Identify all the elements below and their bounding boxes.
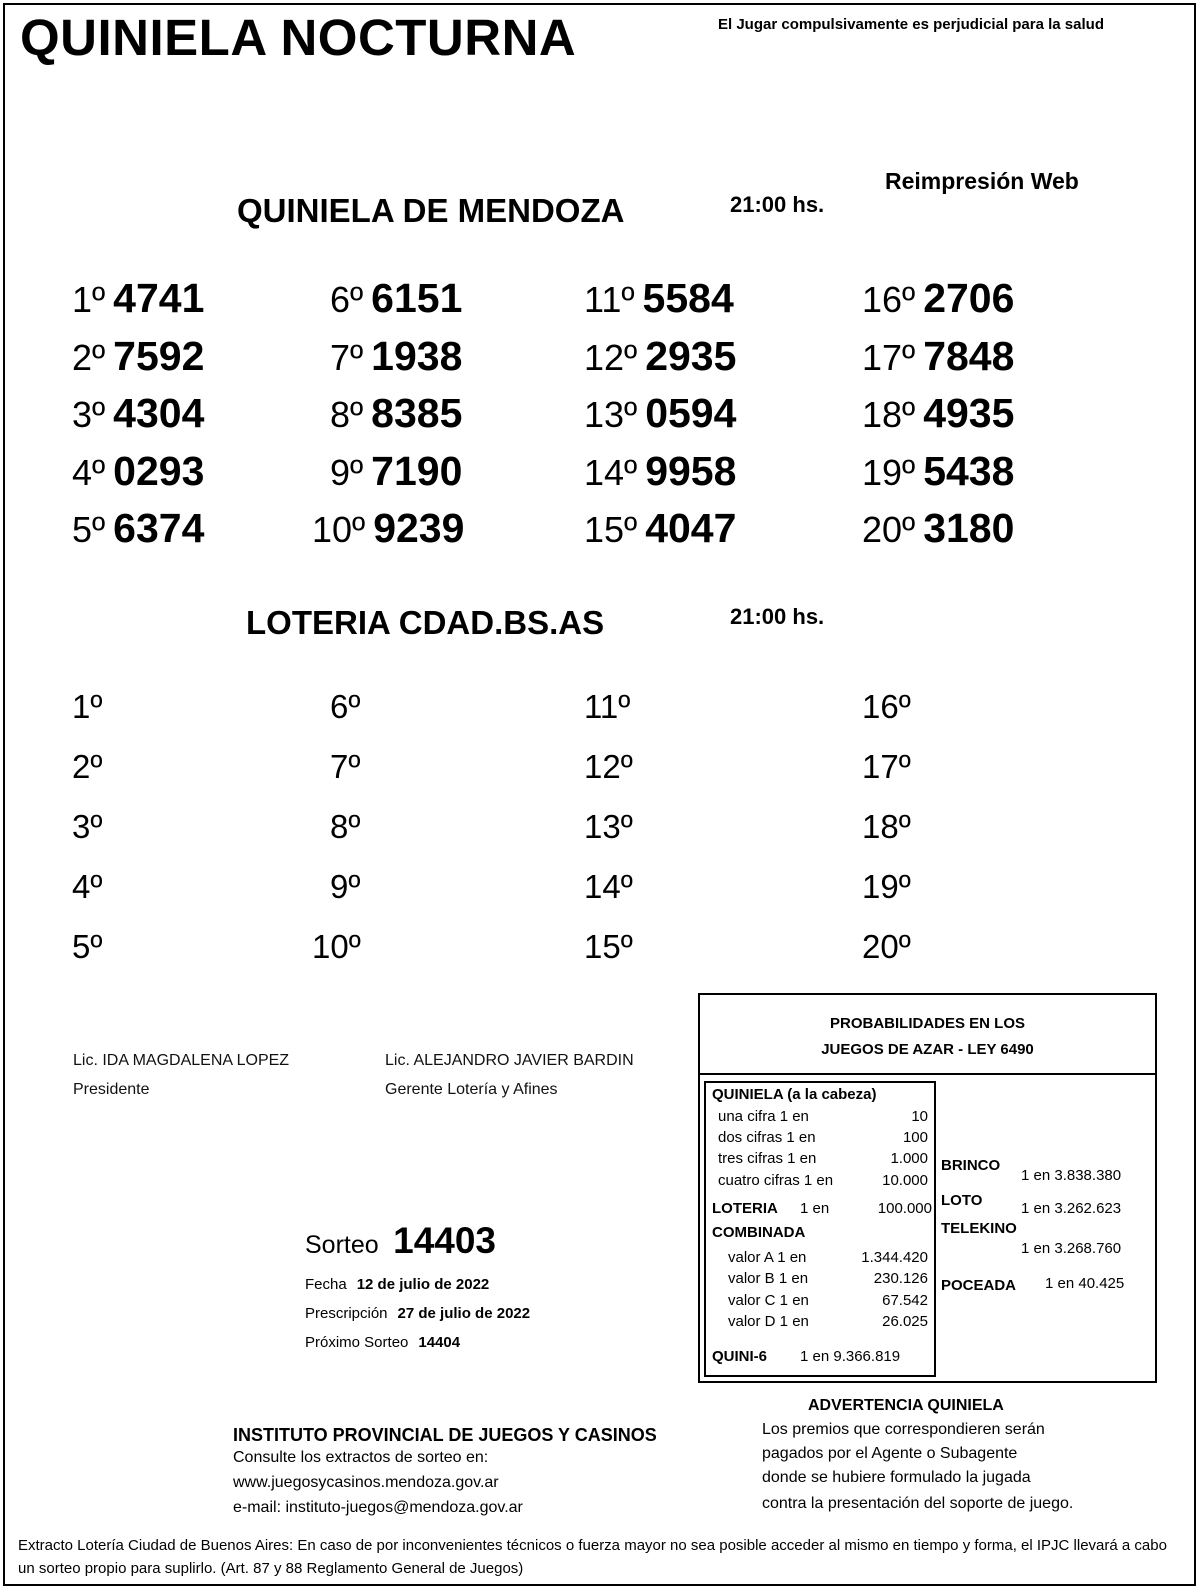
- telekino-odds-label: TELEKINO: [941, 1220, 1017, 1237]
- result-position: 10º: [312, 509, 366, 550]
- draw-expiry-row: [305, 1305, 530, 1322]
- advertencia-line: Los premios que correspondieren serán: [762, 1421, 1045, 1438]
- quiniela-odds-label: una cifra 1 en: [718, 1108, 809, 1125]
- result-number: 4047: [645, 505, 737, 551]
- quiniela-odds-value: 100: [902, 1129, 928, 1146]
- result-position: 6º: [330, 279, 364, 320]
- buenos-aires-position: 14º: [584, 868, 633, 905]
- signature-right-name: Lic. ALEJANDRO JAVIER BARDIN: [385, 1052, 634, 1069]
- result-number: 4935: [923, 390, 1015, 436]
- buenos-aires-position: 16º: [862, 688, 911, 725]
- advertencia-title: ADVERTENCIA QUINIELA: [808, 1397, 1004, 1414]
- buenos-aires-position: 19º: [862, 868, 911, 905]
- institute-name: INSTITUTO PROVINCIAL DE JUEGOS Y CASINOS: [233, 1425, 657, 1445]
- combinada-odds-label: valor D 1 en: [728, 1313, 809, 1330]
- quini6-odds-value: 1 en 9.366.819: [800, 1348, 901, 1365]
- result-position: 16º: [862, 279, 916, 320]
- result-number: 4304: [113, 390, 205, 436]
- result-number: 2706: [923, 275, 1015, 321]
- draw-date-row: [305, 1276, 489, 1293]
- mendoza-result: [72, 505, 205, 551]
- loteria-odds-value: 100.000: [877, 1200, 932, 1217]
- buenos-aires-position: 1º: [72, 688, 103, 725]
- draw-expiry: 27 de julio de 2022: [397, 1305, 531, 1322]
- combinada-odds-value: 26.025: [882, 1313, 928, 1330]
- mendoza-result: [862, 390, 1015, 436]
- quiniela-odds-value: 10: [911, 1108, 928, 1125]
- result-number: 9239: [373, 505, 465, 551]
- buenos-aires-position: 7º: [330, 748, 361, 785]
- draw-label: Sorteo: [305, 1231, 379, 1259]
- combinada-odds-title: COMBINADA: [712, 1224, 806, 1241]
- combinada-odds-label: valor C 1 en: [728, 1292, 809, 1309]
- buenos-aires-position: 8º: [330, 808, 361, 845]
- buenos-aires-position: 3º: [72, 808, 103, 845]
- result-number: 0293: [113, 447, 205, 494]
- loto-odds-label: LOTO: [941, 1192, 983, 1209]
- mendoza-result: [330, 390, 463, 436]
- buenos-aires-position: 18º: [862, 808, 911, 845]
- result-number: 7848: [923, 332, 1015, 379]
- result-position: 14º: [584, 451, 638, 493]
- loteria-odds-text: 1 en: [800, 1200, 830, 1217]
- result-position: 3º: [72, 394, 106, 435]
- mendoza-result: [72, 390, 205, 436]
- probabilities-quiniela-panel: [704, 1081, 936, 1377]
- buenos-aires-position: 2º: [72, 748, 103, 785]
- quiniela-odds-value: 10.000: [882, 1172, 928, 1189]
- mendoza-result: [862, 332, 1015, 379]
- combinada-odds-label: valor A 1 en: [728, 1249, 807, 1266]
- draw-date-label: Fecha: [305, 1276, 347, 1293]
- institute-website: www.juegosycasinos.mendoza.gov.ar: [233, 1474, 499, 1491]
- buenos-aires-position: 4º: [72, 868, 103, 905]
- footer-notice: Extracto Lotería Ciudad de Buenos Aires: En caso de por inconvenientes técnicos o fuerza mayor no sea posible acceder al mismo en tiempo y forma, el IPJC llevará a cabo un sorteo propio para suplirlo. (Art. 87 y 88 Reglamento General de Juegos): [18, 1537, 1167, 1577]
- result-number: 1938: [371, 332, 463, 379]
- result-position: 1º: [72, 279, 106, 320]
- quiniela-odds-title: QUINIELA (a la cabeza): [712, 1086, 877, 1103]
- probabilities-title-2: JUEGOS DE AZAR - LEY 6490: [821, 1041, 1034, 1058]
- result-position: 7º: [330, 336, 364, 378]
- quiniela-odds-label: dos cifras 1 en: [718, 1129, 816, 1146]
- mendoza-title: QUINIELA DE MENDOZA: [237, 192, 625, 229]
- result-number: 6151: [371, 275, 463, 321]
- result-number: 0594: [645, 390, 737, 436]
- mendoza-result: [584, 332, 737, 379]
- probabilities-title-1: PROBABILIDADES EN LOS: [829, 1015, 1025, 1032]
- result-number: 7592: [113, 332, 205, 379]
- mendoza-result: [862, 447, 1015, 494]
- mendoza-result: [584, 275, 734, 321]
- buenos-aires-position: 9º: [330, 868, 361, 905]
- buenos-aires-time: 21:00 hs.: [730, 604, 825, 629]
- result-number: 5438: [923, 447, 1015, 494]
- mendoza-time: 21:00 hs.: [730, 192, 825, 217]
- quiniela-odds-label: tres cifras 1 en: [718, 1150, 817, 1167]
- result-number: 7190: [371, 447, 463, 494]
- result-number: 3180: [923, 505, 1015, 551]
- buenos-aires-position: 11º: [584, 688, 631, 725]
- result-number: 4741: [113, 275, 205, 321]
- buenos-aires-title: LOTERIA CDAD.BS.AS: [246, 604, 605, 641]
- mendoza-result: [72, 332, 205, 379]
- poceada-odds-label: POCEADA: [941, 1277, 1017, 1294]
- result-position: 15º: [584, 509, 638, 550]
- brinco-odds-value: 1 en 3.838.380: [1021, 1167, 1122, 1184]
- result-number: 8385: [371, 390, 463, 436]
- reprint-label: Reimpresión Web: [885, 168, 1079, 194]
- result-position: 17º: [862, 336, 916, 378]
- mendoza-result: [330, 332, 463, 379]
- buenos-aires-position: 15º: [584, 928, 633, 965]
- draw-number: 14403: [393, 1220, 497, 1261]
- mendoza-result: [584, 447, 737, 494]
- next-draw-row: [305, 1334, 460, 1351]
- next-draw-label: Próximo Sorteo: [305, 1334, 409, 1351]
- combinada-odds-value: 230.126: [873, 1270, 928, 1287]
- result-position: 11º: [584, 279, 635, 320]
- quiniela-odds-value: 1.000: [890, 1150, 928, 1167]
- poceada-odds-value: 1 en 40.425: [1045, 1275, 1125, 1292]
- result-position: 12º: [584, 336, 638, 378]
- result-number: 6374: [113, 505, 205, 551]
- draw-date: 12 de julio de 2022: [356, 1276, 490, 1293]
- buenos-aires-position: 17º: [862, 748, 911, 785]
- combinada-odds-label: valor B 1 en: [728, 1270, 809, 1287]
- combinada-odds-value: 1.344.420: [861, 1249, 928, 1266]
- mendoza-result: [312, 505, 465, 551]
- buenos-aires-position: 6º: [330, 688, 361, 725]
- draw-expiry-label: Prescripción: [305, 1305, 388, 1322]
- result-position: 2º: [72, 336, 106, 378]
- probabilities-header: [700, 995, 1155, 1075]
- brinco-odds-label: BRINCO: [941, 1157, 1001, 1174]
- buenos-aires-position: 5º: [72, 928, 103, 965]
- result-position: 18º: [862, 394, 916, 435]
- signature-left-name: Lic. IDA MAGDALENA LOPEZ: [73, 1052, 290, 1069]
- mendoza-result: [584, 390, 737, 436]
- telekino-odds-value: 1 en 3.268.760: [1021, 1240, 1122, 1257]
- quiniela-odds-label: cuatro cifras 1 en: [718, 1172, 834, 1189]
- loteria-odds-label: LOTERIA: [712, 1200, 778, 1217]
- result-position: 9º: [330, 451, 364, 493]
- mendoza-result: [862, 275, 1015, 321]
- advertencia-line: donde se hubiere formulado la jugada: [762, 1469, 1031, 1486]
- result-number: 9958: [645, 447, 737, 494]
- institute-info: Consulte los extractos de sorteo en:: [233, 1449, 489, 1466]
- loto-odds-value: 1 en 3.262.623: [1021, 1200, 1122, 1217]
- advertencia-line: contra la presentación del soporte de juego.: [762, 1495, 1074, 1512]
- buenos-aires-position: 12º: [584, 748, 633, 785]
- probabilities-box: [698, 993, 1157, 1383]
- mendoza-result: [330, 447, 463, 494]
- buenos-aires-position: 10º: [312, 928, 361, 965]
- mendoza-result: [862, 505, 1015, 551]
- signature-right-role: Gerente Lotería y Afines: [385, 1081, 558, 1098]
- combinada-odds-value: 67.542: [882, 1292, 928, 1309]
- main-title: QUINIELA NOCTURNA: [20, 9, 577, 66]
- signature-left-role: Presidente: [73, 1081, 150, 1098]
- mendoza-result: [72, 447, 205, 494]
- buenos-aires-position: 20º: [862, 928, 911, 965]
- result-number: 2935: [645, 332, 737, 379]
- result-position: 4º: [72, 451, 106, 493]
- draw-number-row: [305, 1220, 496, 1262]
- result-number: 5584: [642, 275, 734, 321]
- result-position: 20º: [862, 509, 916, 550]
- institute-email: e-mail: instituto-juegos@mendoza.gov.ar: [233, 1499, 523, 1516]
- result-position: 19º: [862, 451, 916, 493]
- advertencia-line: pagados por el Agente o Subagente: [762, 1445, 1018, 1462]
- result-position: 13º: [584, 394, 638, 435]
- mendoza-result: [72, 275, 205, 321]
- buenos-aires-position: 13º: [584, 808, 633, 845]
- next-draw-number: 14404: [418, 1334, 461, 1351]
- health-warning: El Jugar compulsivamente es perjudicial para la salud: [718, 16, 1104, 33]
- result-position: 5º: [72, 509, 106, 550]
- result-position: 8º: [330, 394, 364, 435]
- mendoza-result: [584, 505, 737, 551]
- mendoza-result: [330, 275, 463, 321]
- quini6-odds-label: QUINI-6: [712, 1348, 768, 1365]
